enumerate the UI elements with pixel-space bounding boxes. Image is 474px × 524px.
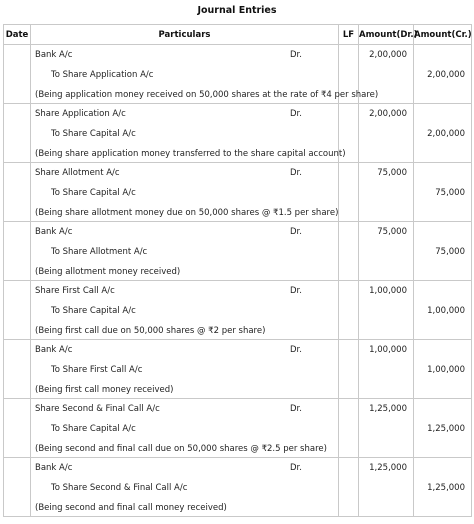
amount-cr-cell	[414, 104, 472, 163]
header-amount-dr: Amount(Dr.)	[359, 25, 414, 45]
header-particulars: Particulars	[31, 25, 339, 45]
credit-account: To Share Application A/c	[51, 70, 154, 80]
table-row	[4, 104, 472, 163]
debit-account: Share Application A/c	[35, 109, 126, 119]
amount-dr-cell	[359, 45, 414, 104]
date-cell	[4, 458, 31, 517]
table-row	[4, 281, 472, 340]
particulars-cell	[31, 458, 339, 517]
narration: (Being share allotment money due on 50,000 shares @ ₹1.5 per share)	[35, 208, 339, 218]
amount-cr-value: 75,000	[435, 188, 465, 198]
amount-dr-cell	[359, 281, 414, 340]
debit-account: Bank A/c	[35, 345, 73, 355]
amount-dr-cell	[359, 458, 414, 517]
lf-cell	[339, 281, 359, 340]
amount-cr-cell	[414, 281, 472, 340]
narration: (Being second and final call money received)	[35, 503, 227, 513]
amount-dr-value: 2,00,000	[369, 109, 407, 119]
dr-marker: Dr.	[290, 286, 302, 296]
amount-dr-value: 1,25,000	[369, 404, 407, 414]
credit-account: To Share Capital A/c	[51, 129, 136, 139]
amount-dr-value: 1,25,000	[369, 463, 407, 473]
narration: (Being second and final call due on 50,000 shares @ ₹2.5 per share)	[35, 444, 327, 454]
amount-cr-value: 2,00,000	[427, 70, 465, 80]
table-row	[4, 458, 472, 517]
dr-marker: Dr.	[290, 404, 302, 414]
narration: (Being first call money received)	[35, 385, 174, 395]
narration: (Being application money received on 50,000 shares at the rate of ₹4 per share)	[35, 90, 379, 100]
particulars-cell	[31, 399, 339, 458]
date-cell	[4, 222, 31, 281]
credit-account: To Share Allotment A/c	[51, 247, 148, 257]
amount-dr-value: 75,000	[377, 168, 407, 178]
credit-account: To Share Second & Final Call A/c	[51, 483, 188, 493]
lf-cell	[339, 458, 359, 517]
debit-account: Share Second & Final Call A/c	[35, 404, 160, 414]
table-header-row	[4, 25, 472, 45]
amount-dr-value: 1,00,000	[369, 345, 407, 355]
amount-cr-value: 1,25,000	[427, 424, 465, 434]
journal-table	[3, 24, 472, 517]
lf-cell	[339, 222, 359, 281]
table-row	[4, 399, 472, 458]
date-cell	[4, 45, 31, 104]
lf-cell	[339, 340, 359, 399]
header-lf: LF	[339, 25, 359, 45]
particulars-cell	[31, 222, 339, 281]
particulars-cell	[31, 45, 379, 104]
amount-cr-cell	[414, 45, 472, 104]
amount-dr-cell	[359, 340, 414, 399]
dr-marker: Dr.	[290, 168, 302, 178]
header-amount-cr: Amount(Cr.)	[414, 25, 472, 45]
particulars-cell	[31, 340, 339, 399]
dr-marker: Dr.	[290, 50, 302, 60]
table-row	[4, 222, 472, 281]
amount-cr-value: 75,000	[435, 247, 465, 257]
narration: (Being share application money transferred to the share capital account)	[35, 149, 346, 159]
particulars-cell	[31, 163, 339, 222]
credit-account: To Share Capital A/c	[51, 188, 136, 198]
dr-marker: Dr.	[290, 463, 302, 473]
table-row	[4, 45, 472, 104]
amount-cr-value: 1,00,000	[427, 306, 465, 316]
date-cell	[4, 104, 31, 163]
amount-cr-cell	[414, 222, 472, 281]
debit-account: Share Allotment A/c	[35, 168, 120, 178]
date-cell	[4, 399, 31, 458]
amount-dr-cell	[359, 399, 414, 458]
credit-account: To Share Capital A/c	[51, 306, 136, 316]
debit-account: Share First Call A/c	[35, 286, 115, 296]
amount-cr-cell	[414, 399, 472, 458]
amount-dr-value: 1,00,000	[369, 286, 407, 296]
table-row	[4, 163, 472, 222]
debit-account: Bank A/c	[35, 463, 73, 473]
date-cell	[4, 281, 31, 340]
header-date: Date	[4, 25, 31, 45]
amount-cr-value: 1,00,000	[427, 365, 465, 375]
dr-marker: Dr.	[290, 109, 302, 119]
page-title: Journal Entries	[197, 5, 277, 16]
amount-dr-value: 2,00,000	[369, 50, 407, 60]
amount-dr-cell	[359, 163, 414, 222]
credit-account: To Share First Call A/c	[51, 365, 143, 375]
lf-cell	[339, 399, 359, 458]
narration: (Being first call due on 50,000 shares @ ₹2 per share)	[35, 326, 266, 336]
lf-cell	[339, 163, 359, 222]
narration: (Being allotment money received)	[35, 267, 181, 277]
amount-dr-cell	[359, 104, 414, 163]
debit-account: Bank A/c	[35, 50, 73, 60]
amount-dr-value: 75,000	[377, 227, 407, 237]
amount-dr-cell	[359, 222, 414, 281]
date-cell	[4, 340, 31, 399]
debit-account: Bank A/c	[35, 227, 73, 237]
date-cell	[4, 163, 31, 222]
dr-marker: Dr.	[290, 345, 302, 355]
dr-marker: Dr.	[290, 227, 302, 237]
particulars-cell	[31, 104, 346, 163]
amount-cr-cell	[414, 163, 472, 222]
credit-account: To Share Capital A/c	[51, 424, 136, 434]
amount-cr-cell	[414, 340, 472, 399]
amount-cr-cell	[414, 458, 472, 517]
table-row	[4, 340, 472, 399]
amount-cr-value: 1,25,000	[427, 483, 465, 493]
particulars-cell	[31, 281, 339, 340]
amount-cr-value: 2,00,000	[427, 129, 465, 139]
